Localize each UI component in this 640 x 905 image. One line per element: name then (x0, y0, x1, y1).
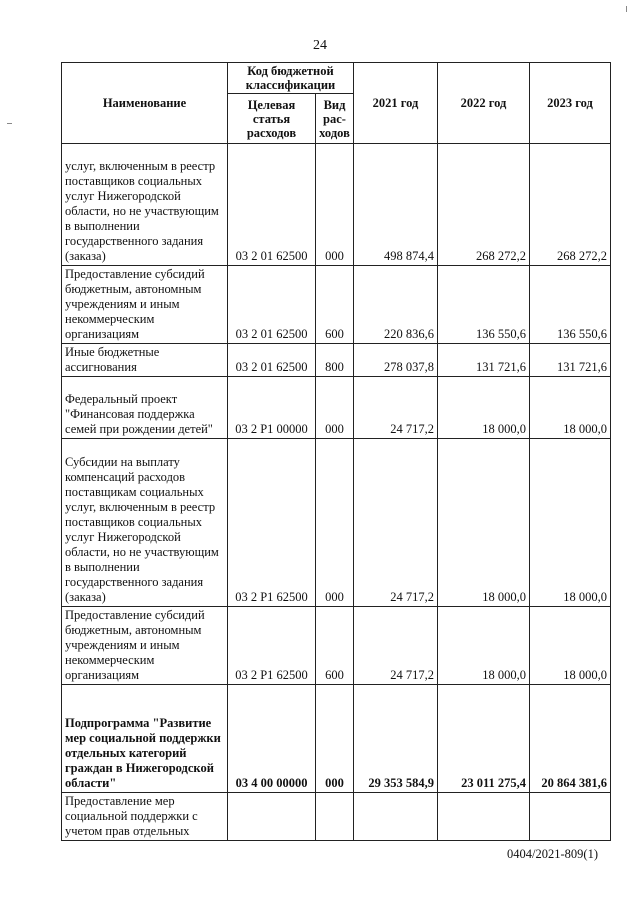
header-kbk: Код бюджетной классификации (228, 63, 354, 94)
row-name: Федеральный проект "Финансовая поддержка семей при рождении детей" (62, 377, 228, 439)
table-row (62, 266, 611, 344)
table-row (62, 793, 611, 841)
header-name: Наименование (62, 63, 228, 144)
row-code (228, 793, 316, 841)
budget-table (61, 62, 611, 841)
row-code: 03 2 P1 00000 (228, 377, 316, 439)
row-type: 000 (316, 377, 354, 439)
row-name: Иные бюджетные ассигнования (62, 344, 228, 377)
row-2021: 29 353 584,9 (354, 685, 438, 793)
row-2022: 131 721,6 (438, 344, 530, 377)
table-row (62, 344, 611, 377)
header-2021: 2021 год (354, 63, 438, 144)
row-2023: 268 272,2 (530, 144, 611, 266)
row-code: 03 2 01 62500 (228, 144, 316, 266)
row-code: 03 2 01 62500 (228, 266, 316, 344)
row-name: Подпрограмма "Развитие мер социальной поддержки отдельных категорий граждан в Нижегородской области" (62, 685, 228, 793)
row-2021 (354, 793, 438, 841)
header-expense-type: Вид рас-ходов (316, 94, 354, 144)
row-2021: 24 717,2 (354, 377, 438, 439)
document-footer-code: 0404/2021-809(1) (507, 847, 598, 861)
table-row (62, 377, 611, 439)
row-2023: 18 000,0 (530, 439, 611, 607)
row-code: 03 2 01 62500 (228, 344, 316, 377)
row-2023: 136 550,6 (530, 266, 611, 344)
row-name: Предоставление субсидий бюджетным, автономным учреждениям и иным некоммерческим организациям (62, 607, 228, 685)
table-row (62, 439, 611, 607)
row-name: Предоставление мер социальной поддержки с учетом прав отдельных (62, 793, 228, 841)
row-name: Субсидии на выплату компенсаций расходов поставщикам социальных услуг, включенным в реестр поставщиков социальных услуг Нижегородской области, но не участвующим в выполнении государственного задания (заказа) (62, 439, 228, 607)
row-2023: 20 864 381,6 (530, 685, 611, 793)
row-2021: 278 037,8 (354, 344, 438, 377)
table-row (62, 607, 611, 685)
scan-artifact (626, 6, 627, 12)
row-2021: 24 717,2 (354, 439, 438, 607)
row-type: 800 (316, 344, 354, 377)
row-2022: 18 000,0 (438, 439, 530, 607)
header-target-article: Целевая статья расходов (228, 94, 316, 144)
row-type: 600 (316, 607, 354, 685)
row-type: 000 (316, 685, 354, 793)
row-2023 (530, 793, 611, 841)
row-2021: 498 874,4 (354, 144, 438, 266)
row-2022: 18 000,0 (438, 607, 530, 685)
page-number: 24 (313, 38, 327, 53)
row-code: 03 4 00 00000 (228, 685, 316, 793)
row-code: 03 2 P1 62500 (228, 607, 316, 685)
row-2023: 18 000,0 (530, 607, 611, 685)
scan-artifact (7, 123, 12, 124)
header-2023: 2023 год (530, 63, 611, 144)
row-2022: 18 000,0 (438, 377, 530, 439)
row-2022 (438, 793, 530, 841)
row-2022: 268 272,2 (438, 144, 530, 266)
row-2022: 136 550,6 (438, 266, 530, 344)
row-type: 000 (316, 144, 354, 266)
table-row (62, 685, 611, 793)
row-type: 000 (316, 439, 354, 607)
row-2022: 23 011 275,4 (438, 685, 530, 793)
header-2022: 2022 год (438, 63, 530, 144)
row-2021: 220 836,6 (354, 266, 438, 344)
row-name: Предоставление субсидий бюджетным, автономным учреждениям и иным некоммерческим организациям (62, 266, 228, 344)
row-2021: 24 717,2 (354, 607, 438, 685)
row-type (316, 793, 354, 841)
row-2023: 18 000,0 (530, 377, 611, 439)
row-code: 03 2 P1 62500 (228, 439, 316, 607)
row-2023: 131 721,6 (530, 344, 611, 377)
row-type: 600 (316, 266, 354, 344)
row-name: услуг, включенным в реестр поставщиков социальных услуг Нижегородской области, но не участвующим в выполнении государственного задания (заказа) (62, 144, 228, 266)
table-row (62, 144, 611, 266)
